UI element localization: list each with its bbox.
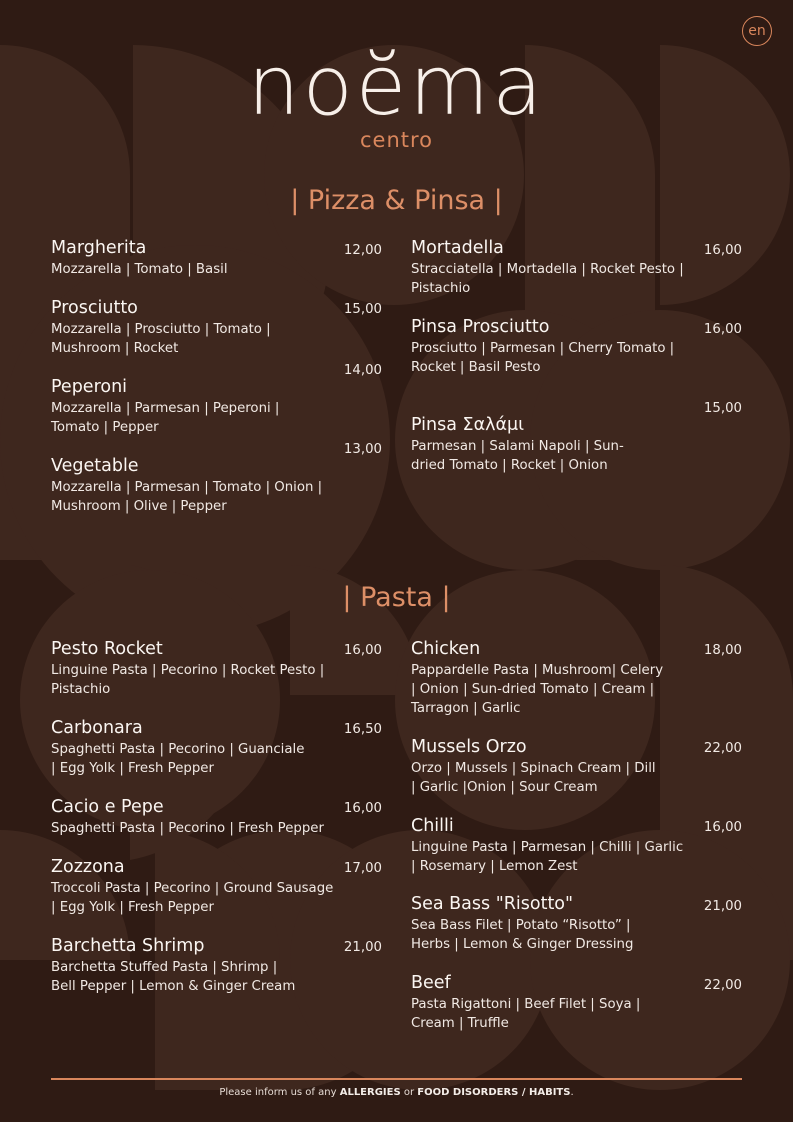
item-price: 15,00 — [343, 302, 382, 317]
allergies-label: ALLERGIES — [339, 1087, 401, 1098]
item-price: 13,00 — [343, 442, 382, 457]
allergy-note-prefix: Please inform us of any — [219, 1087, 340, 1098]
item-description: Mozzarella | Prosciutto | Tomato | Mushroom | Rocket — [51, 322, 271, 356]
section-title-pasta: | Pasta | — [342, 582, 451, 613]
allergy-note-suffix: . — [570, 1087, 574, 1098]
item-name: Zozzona — [51, 857, 125, 877]
item-description: Mozzarella | Parmesan | Peperoni | Tomato | Pepper — [51, 401, 280, 435]
item-price: 14,00 — [343, 363, 382, 378]
footer-divider — [51, 1078, 742, 1080]
item-price: 17,00 — [343, 861, 382, 876]
item-name: Mortadella — [411, 238, 504, 258]
logo-wordmark: noĕma — [247, 39, 546, 134]
menu-item — [411, 816, 691, 876]
logo-subtitle: centro — [359, 128, 434, 152]
item-name: Margherita — [51, 238, 147, 258]
menu-item — [411, 238, 686, 298]
food-disorders-label: FOOD DISORDERS / HABITS — [417, 1087, 571, 1098]
menu-item — [51, 936, 301, 996]
item-name: Pesto Rocket — [51, 639, 163, 659]
item-price: 22,00 — [703, 741, 742, 756]
language-toggle-button[interactable]: en — [742, 16, 772, 46]
menu-item — [51, 718, 313, 778]
item-description: Mozzarella | Tomato | Basil — [51, 262, 228, 277]
menu-item — [51, 639, 326, 699]
menu-item — [51, 298, 291, 358]
item-price: 21,00 — [343, 940, 382, 955]
item-price: 12,00 — [343, 243, 382, 258]
item-name: Peperoni — [51, 377, 128, 397]
item-name: Beef — [411, 973, 451, 993]
menu-item — [51, 797, 336, 838]
item-name: Barchetta Shrimp — [51, 936, 205, 956]
item-name: Cacio e Pepe — [51, 797, 164, 817]
menu-item — [51, 377, 291, 437]
item-description: Pappardelle Pasta | Mushroom| Celery | Onion | Sun-dried Tomato | Cream | Tarragon | Garlic — [411, 663, 664, 716]
menu-item — [411, 973, 641, 1033]
item-description: Parmesan | Salami Napoli | Sun-dried Tomato | Rocket | Onion — [411, 439, 624, 473]
menu-item — [51, 238, 383, 279]
item-name: Mussels Orzo — [411, 737, 527, 757]
item-name: Pinsa Prosciutto — [411, 317, 550, 337]
menu-item — [51, 857, 341, 917]
item-name: Prosciutto — [51, 298, 138, 318]
menu-item — [411, 894, 641, 954]
item-description: Troccoli Pasta | Pecorino | Ground Sausage | Egg Yolk | Fresh Pepper — [51, 881, 334, 915]
item-description: Prosciutto | Parmesan | Cherry Tomato | Rocket | Basil Pesto — [411, 341, 675, 375]
item-price: 16,00 — [703, 243, 742, 258]
menu-item — [411, 415, 651, 475]
item-description: Pasta Rigattoni | Beef Filet | Soya | Cream | Truffle — [411, 997, 641, 1031]
allergy-note — [0, 1087, 793, 1098]
item-name: Sea Bass "Risotto" — [411, 894, 574, 914]
item-name: Chilli — [411, 816, 454, 836]
item-name: Chicken — [411, 639, 481, 659]
item-description: Spaghetti Pasta | Pecorino | Fresh Pepper — [51, 821, 324, 836]
item-price: 22,00 — [703, 978, 742, 993]
item-price: 18,00 — [703, 643, 742, 658]
item-price: 16,00 — [703, 322, 742, 337]
item-price: 16,00 — [703, 820, 742, 835]
menu-item — [411, 639, 671, 718]
item-price: 16,00 — [343, 801, 382, 816]
item-name: Carbonara — [51, 718, 143, 738]
item-price: 16,00 — [343, 643, 382, 658]
allergy-note-or: or — [400, 1087, 418, 1098]
menu-item — [411, 737, 661, 797]
item-description: Barchetta Stuffed Pasta | Shrimp | Bell Pepper | Lemon & Ginger Cream — [51, 960, 296, 994]
item-description: Stracciatella | Mortadella | Rocket Pesto | Pistachio — [411, 262, 684, 296]
item-description: Linguine Pasta | Parmesan | Chilli | Garlic | Rosemary | Lemon Zest — [411, 840, 684, 874]
menu-item — [51, 456, 326, 516]
item-description: Mozzarella | Parmesan | Tomato | Onion | Mushroom | Olive | Pepper — [51, 480, 323, 514]
item-name: Pinsa Σαλάμι — [411, 415, 525, 435]
item-description: Spaghetti Pasta | Pecorino | Guanciale | Egg Yolk | Fresh Pepper — [51, 742, 305, 776]
item-price: 16,50 — [343, 722, 382, 737]
section-title-pizza: | Pizza & Pinsa | — [290, 185, 503, 216]
menu-item — [411, 317, 686, 377]
item-description: Sea Bass Filet | Potato “Risotto” | Herbs | Lemon & Ginger Dressing — [411, 918, 634, 952]
item-description: Orzo | Mussels | Spinach Cream | Dill | Garlic |Onion | Sour Cream — [411, 761, 656, 795]
item-price: 21,00 — [703, 899, 742, 914]
item-price: 15,00 — [703, 401, 742, 416]
item-description: Linguine Pasta | Pecorino | Rocket Pesto | Pistachio — [51, 663, 325, 697]
item-name: Vegetable — [51, 456, 139, 476]
